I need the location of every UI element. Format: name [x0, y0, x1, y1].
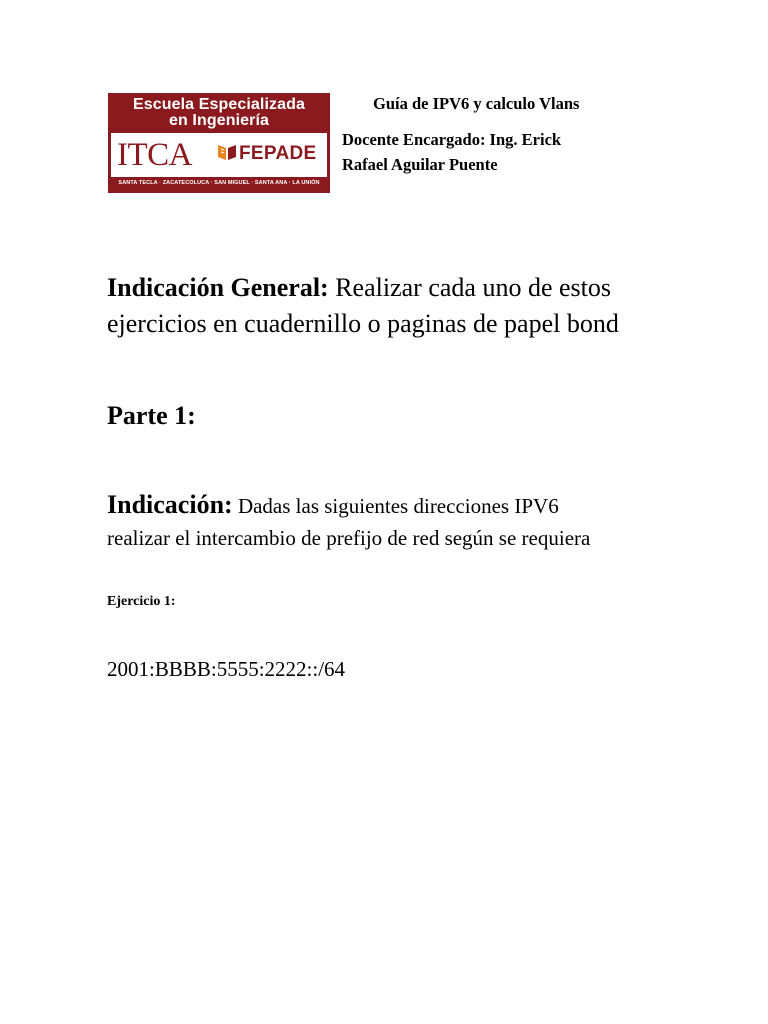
instruction-text-1: Dadas las siguientes direcciones IPV6 — [232, 494, 559, 518]
instruction-label: Indicación: — [107, 490, 233, 519]
logo-fepade-text: FEPADE — [239, 143, 317, 164]
teacher-line-2: Rafael Aguilar Puente — [342, 155, 498, 174]
exercise-heading: Ejercicio 1: — [107, 594, 176, 609]
itca-fepade-logo — [108, 93, 330, 193]
logo-itca-text: ITCA — [117, 137, 192, 173]
document-title: Guía de IPV6 y calculo Vlans — [373, 94, 580, 113]
instruction-block — [107, 489, 590, 554]
teacher-line-1: Docente Encargado: Ing. Erick — [342, 130, 562, 149]
logo-white-band — [111, 133, 327, 177]
logo-school-name-line1: Escuela Especializada — [133, 96, 305, 113]
ipv6-address: 2001:BBBB:5555:2222::/64 — [107, 657, 346, 681]
instruction-text-2: realizar el intercambio de prefijo de red según se requiera — [107, 526, 591, 550]
logo-school-name-line2: en Ingeniería — [169, 112, 269, 129]
general-instruction-text-1: Realizar cada uno de estos — [328, 273, 611, 302]
fepade-book-icon — [217, 142, 237, 162]
logo-cities: SANTA TECLA · ZACATECOLUCA · SAN MIGUEL · SANTA ANA · LA UNIÓN — [118, 180, 320, 186]
part-heading: Parte 1: — [107, 401, 196, 430]
general-instruction-text-2: ejercicios en cuadernillo o paginas de papel bond — [107, 309, 619, 338]
general-instruction-label: Indicación General: — [107, 273, 329, 302]
general-instruction — [107, 270, 619, 342]
